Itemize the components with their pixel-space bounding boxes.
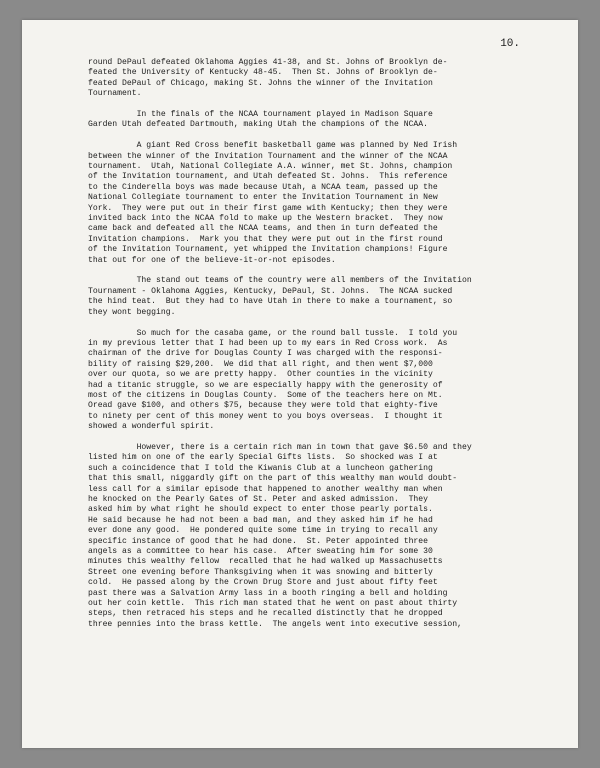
paragraph	[88, 443, 548, 630]
text-line: such a coincidence that I told the Kiwanis Club at a luncheon gathering	[88, 463, 433, 473]
text-line: that this small, niggardly gift on the part of this wealthy man would doubt-	[88, 474, 458, 484]
paragraph	[88, 276, 548, 318]
text-line: ever done any good. He pondered quite some time in trying to recall any	[88, 526, 438, 536]
text-line: Tournament - Oklahoma Aggies, Kentucky, DePaul, St. Johns. The NCAA sucked	[88, 286, 453, 296]
text-line: The stand out teams of the country were all members of the Invitation	[88, 276, 472, 286]
text-line: However, there is a certain rich man in town that gave $6.50 and they	[88, 442, 472, 452]
text-line: So much for the casaba game, or the round ball tussle. I told you	[88, 328, 458, 338]
text-line: Street one evening before Thanksgiving when it was snowing and bitterly	[88, 567, 433, 577]
text-line: round DePaul defeated Oklahoma Aggies 41-38, and St. Johns of Brooklyn de-	[88, 58, 448, 67]
text-line: feated DePaul of Chicago, making St. Johns the winner of the Invitation	[88, 78, 433, 88]
text-line: A giant Red Cross benefit basketball game was planned by Ned Irish	[88, 141, 458, 151]
text-line: York. They were put out in their first game with Kentucky; then they were	[88, 203, 448, 213]
text-line: between the winner of the Invitation Tournament and the winner of the NCAA	[88, 151, 448, 161]
text-line: he knocked on the Pearly Gates of St. Peter and asked admission. They	[88, 494, 428, 504]
text-line: angels as a committee to hear his case. After sweating him for some 30	[88, 547, 433, 557]
text-line: asked him by what right he should expect to enter those pearly portals.	[88, 505, 433, 515]
text-line: Tournament.	[88, 89, 142, 99]
text-line: feated the University of Kentucky 48-45. Then St. Johns of Brooklyn de-	[88, 68, 438, 78]
text-line: bility of raising $29,200. We did that all right, and then went $7,000	[88, 359, 433, 369]
text-line: He said because he had not been a bad man, and they asked him if he had	[88, 515, 433, 525]
text-line: had a titanic struggle, so we are especially happy with the generosity of	[88, 380, 443, 390]
text-line: cold. He passed along by the Crown Drug Store and just about fifty feet	[88, 578, 438, 588]
text-line: they wont begging.	[88, 307, 176, 317]
text-line: of the Invitation Tournament, yet whipped the Invitation champions! Figure	[88, 245, 448, 255]
paragraph	[88, 58, 548, 100]
text-line: Oread gave $100, and others $75, because they were told that eighty-five	[88, 401, 438, 411]
text-line: that out for one of the believe-it-or-not episodes.	[88, 255, 336, 265]
page-number: 10.	[500, 38, 520, 50]
text-line: out her coin kettle. This rich man stated that he went on past about thirty	[88, 599, 458, 609]
paragraph	[88, 110, 548, 131]
text-line: Invitation champions. Mark you that they were put out in the first round	[88, 234, 443, 244]
paragraph	[88, 329, 548, 433]
text-line: to the Cinderella boys was made because Utah, a NCAA team, passed up the	[88, 182, 438, 192]
text-line: invited back into the NCAA fold to make up the Western bracket. They now	[88, 214, 443, 224]
text-line: the hind teat. But they had to have Utah in there to make a tournament, so	[88, 297, 453, 307]
text-line: steps, then retraced his steps and he recalled distinctly that he dropped	[88, 609, 443, 619]
text-line: to ninety per cent of this money went to you boys overseas. I thought it	[88, 411, 443, 421]
text-line: National Collegiate tournament to enter the Invitation Tournament in New	[88, 193, 438, 203]
text-line: most of the citizens in Douglas County. Some of the teachers here on Mt.	[88, 390, 443, 400]
text-line: came back and defeated all the NCAA teams, and then in turn defeated the	[88, 224, 438, 234]
paragraph	[88, 141, 548, 266]
text-line: Garden Utah defeated Dartmouth, making Utah the champions of the NCAA.	[88, 120, 428, 130]
text-line: past there was a Salvation Army lass in a booth ringing a bell and holding	[88, 588, 448, 598]
document-body	[88, 58, 548, 641]
text-line: chairman of the drive for Douglas County I was charged with the responsi-	[88, 349, 443, 359]
text-line: showed a wonderful spirit.	[88, 422, 215, 432]
document-page	[22, 20, 578, 748]
text-line: In the finals of the NCAA tournament played in Madison Square	[88, 110, 433, 120]
text-line: listed him on one of the early Special Gifts lists. So shocked was I at	[88, 453, 438, 463]
text-line: in my previous letter that I had been up to my ears in Red Cross work. As	[88, 338, 448, 348]
text-line: less call for a similar episode that happened to another wealthy man when	[88, 484, 443, 494]
text-line: over our quota, so we are pretty happy. Other counties in the vicinity	[88, 370, 433, 380]
text-line: three pennies into the brass kettle. The angels went into executive session,	[88, 619, 462, 629]
text-line: of the Invitation tournament, and Utah defeated St. Johns. This reference	[88, 172, 448, 182]
text-line: tournament. Utah, National Collegiate A.A. winner, met St. Johns, champion	[88, 162, 453, 172]
text-line: minutes this wealthy fellow recalled that he had walked up Massachusetts	[88, 557, 443, 567]
text-line: specific instance of good that he had done. St. Peter appointed three	[88, 536, 428, 546]
